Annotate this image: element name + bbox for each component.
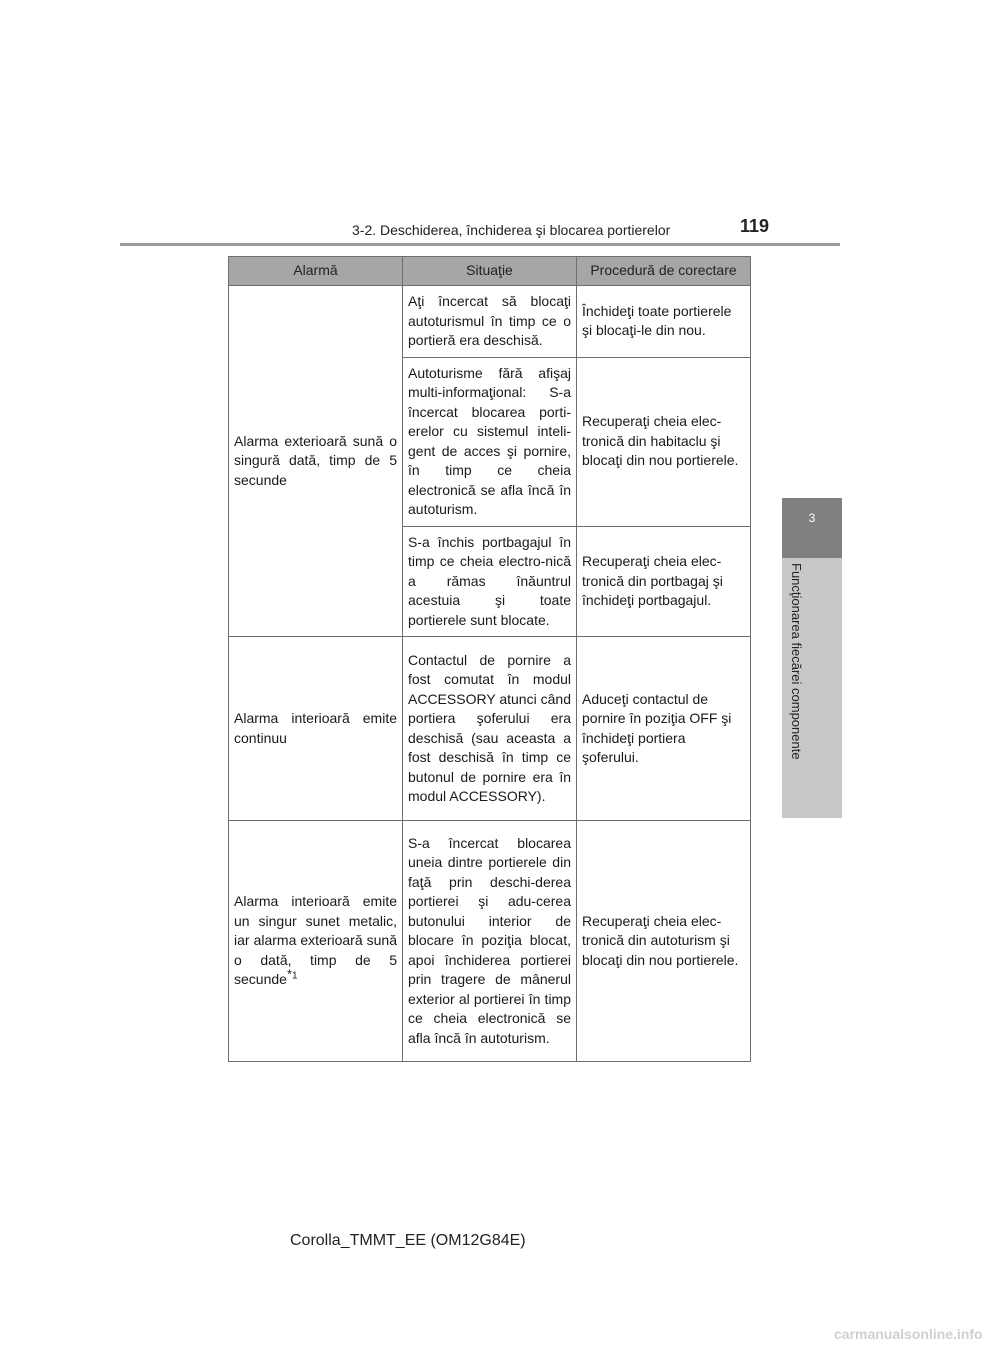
table-row [229, 637, 751, 821]
header-divider [120, 243, 840, 246]
alarm-cell: Alarma interioară emite continuu [229, 637, 403, 821]
procedure-cell: Recuperaţi cheia elec-tronică din portbagaj şi închideţi portbagajul. [577, 526, 751, 637]
situation-cell: S-a încercat blocarea uneia dintre portierele din faţă prin deschi-derea portierei şi adu-cerea butonului interior de blocare în poziţia blocat, apoi închiderea portierei prin tragere de mânerul exterior al portierei în timp ce cheia electronică se afla încă în autoturism. [403, 821, 577, 1062]
procedure-cell: Aduceţi contactul de pornire în poziţia OFF şi închideţi portiera şoferului. [577, 637, 751, 821]
table-row [229, 821, 751, 1062]
situation-cell: Autoturisme fără afişaj multi-informaţional: S-a încercat blocarea porti-erelor cu sistemul inteli-gent de acces şi pornire, în timp ce cheia electronică se afla încă în autoturism. [403, 357, 577, 526]
column-header-situation: Situaţie [403, 257, 577, 286]
alarm-text: Alarma interioară emite un singur sunet metalic, iar alarma exterioară sună o dată, timp de 5 secunde [234, 893, 397, 988]
page-number: 119 [740, 216, 770, 236]
alarm-cell: Alarma exterioară sună o singură dată, timp de 5 secunde [229, 286, 403, 637]
chapter-number-tab: 3 [782, 498, 842, 558]
chapter-label: Funcţionarea fiecărei componente [789, 563, 804, 760]
footnote-number: 1 [292, 970, 298, 982]
column-header-alarm: Alarmă [229, 257, 403, 286]
situation-cell: S-a închis portbagajul în timp ce cheia electro-nică a rămas înăuntrul acestuia şi toate portierele sunt blocate. [403, 526, 577, 637]
situation-cell: Contactul de pornire a fost comutat în modul ACCESSORY atunci când portiera şoferului era deschisă (sau aceasta a fost deschisă în timp ce butonul de pornire era în modul ACCESSORY). [403, 637, 577, 821]
procedure-cell: Închideţi toate portierele şi blocaţi-le din nou. [577, 286, 751, 358]
column-header-procedure: Procedură de corectare [577, 257, 751, 286]
procedure-cell: Recuperaţi cheia elec-tronică din autoturism şi blocaţi din nou portierele. [577, 821, 751, 1062]
section-title: 3-2. Deschiderea, închiderea şi blocarea portierelor [352, 222, 671, 238]
procedure-cell: Recuperaţi cheia elec-tronică din habitaclu şi blocaţi din nou portierele. [577, 357, 751, 526]
situation-cell: Aţi încercat să blocaţi autoturismul în timp ce o portieră era deschisă. [403, 286, 577, 358]
table-header-row [229, 257, 751, 286]
footnote-asterisk: * [286, 966, 292, 982]
table-row [229, 286, 751, 358]
alarm-cell [229, 821, 403, 1062]
site-watermark: carmanualsonline.info [834, 1326, 983, 1342]
manual-model-footer: Corolla_TMMT_EE (OM12G84E) [290, 1232, 526, 1249]
alarm-table [228, 256, 751, 1062]
